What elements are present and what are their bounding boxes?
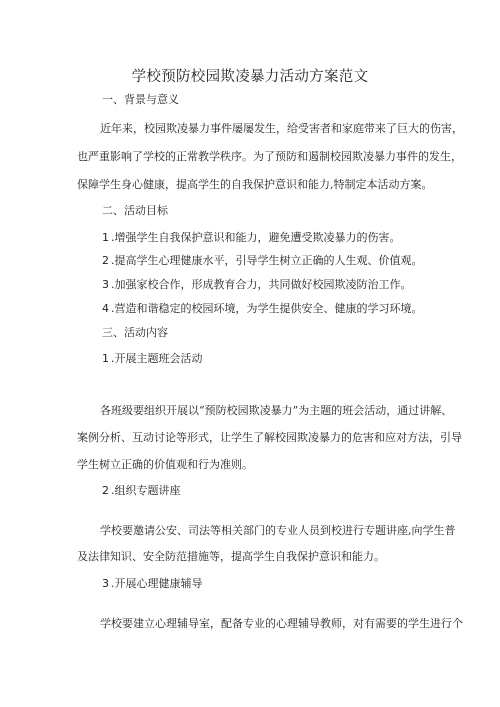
paragraph-line: 学校要邀请公安、司法等相关部门的专业人员到校进行专题讲座,向学生普 bbox=[100, 524, 456, 537]
goal-item bbox=[102, 277, 412, 293]
goal-item-number: 4 bbox=[102, 302, 109, 315]
goal-item bbox=[102, 301, 423, 317]
sub-heading bbox=[102, 351, 203, 367]
sub-heading-text: .开展心理健康辅导 bbox=[111, 577, 203, 590]
document-title: 学校预防校园欺凌暴力活动方案范文 bbox=[131, 69, 369, 85]
paragraph-line: 保障学生身心健康，提高学生的自我保护意识和能力,特制定本活动方案。 bbox=[77, 178, 433, 191]
goal-item-number: 3 bbox=[102, 278, 109, 291]
sub-heading bbox=[102, 483, 181, 499]
goal-item-text: .营造和谐稳定的校园环境，为学生提供安全、健康的学习环境。 bbox=[111, 302, 423, 315]
section-heading-goals: 二、活动目标 bbox=[102, 204, 168, 217]
section-heading-content: 三、活动内容 bbox=[102, 326, 168, 339]
paragraph-line: 学校要建立心理辅导室，配备专业的心理辅导教师，对有需要的学生进行个 bbox=[100, 617, 463, 630]
goal-item-text: .提高学生心理健康水平，引导学生树立正确的人生观、价值观。 bbox=[111, 254, 423, 267]
sub-heading-text: .组织专题讲座 bbox=[111, 484, 181, 497]
goal-item bbox=[102, 253, 423, 269]
paragraph-line: 学生树立正确的价值观和行为准则。 bbox=[77, 458, 253, 471]
sub-heading-number: 3 bbox=[102, 577, 109, 590]
goal-item bbox=[102, 230, 401, 246]
sub-heading-number: 1 bbox=[102, 352, 109, 365]
paragraph-line: 及法律知识、安全防范措施等，提高学生自我保护意识和能力。 bbox=[77, 550, 385, 563]
sub-heading bbox=[102, 576, 203, 592]
paragraph-line: 近年来，校园欺凌暴力事件屡屡发生，给受害者和家庭带来了巨大的伤害， bbox=[100, 122, 463, 135]
sub-heading-number: 2 bbox=[102, 484, 109, 497]
sub-heading-text: .开展主题班会活动 bbox=[111, 352, 203, 365]
goal-item-number: 2 bbox=[102, 254, 109, 267]
goal-item-number: 1 bbox=[102, 231, 109, 244]
paragraph-line: 各班级要组织开展以“预防校园欺凌暴力”为主题的班会活动，通过讲解、 bbox=[100, 404, 453, 417]
section-heading-background: 一、背景与意义 bbox=[102, 93, 179, 106]
goal-item-text: .增强学生自我保护意识和能力，避免遭受欺凌暴力的伤害。 bbox=[111, 231, 401, 244]
paragraph-line: 案例分析、互动讨论等形式，让学生了解校园欺凌暴力的危害和应对方法，引导 bbox=[77, 431, 462, 444]
goal-item-text: .加强家校合作，形成教育合力，共同做好校园欺凌防治工作。 bbox=[111, 278, 412, 291]
paragraph-line: 也严重影响了学校的正常教学秩序。为了预防和遏制校园欺凌暴力事件的发生， bbox=[77, 150, 462, 163]
